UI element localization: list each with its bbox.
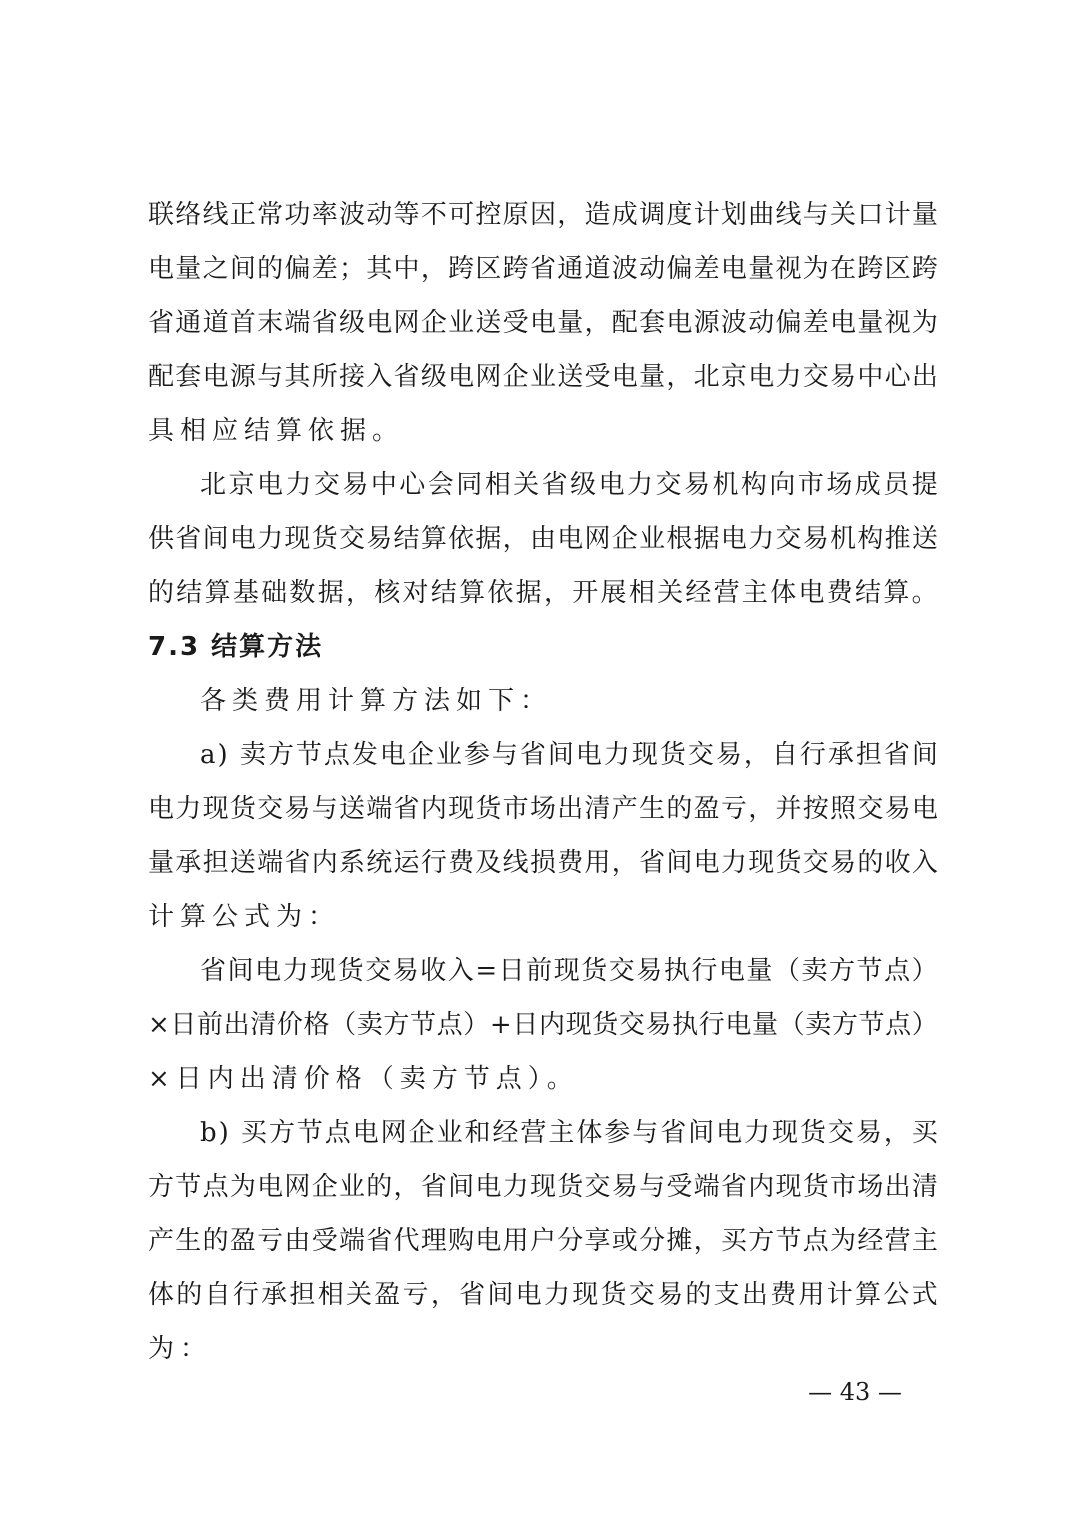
document-body [148,188,938,1376]
text-line: 具相应结算依据。 [148,416,405,446]
text-line: 体 的 自 行 承 担 相 关 盈 亏 ， 省 间 电 力 现 货 交 易 的 支 出 费 用 计 算 公 式 [148,1280,938,1310]
text-line: 电 量 之 间 的 偏 差 ； 其 中 ， 跨 区 跨 省 通 道 波 动 偏 差 电 量 视 为 在 跨 区 跨 [148,254,938,284]
text-line: 省 通 道 首 末 端 省 级 电 网 企 业 送 受 电 量 ， 配 套 电 源 波 动 偏 差 电 量 视 为 [148,308,938,338]
text-line: 联 络 线 正 常 功 率 波 动 等 不 可 控 原 因 ， 造 成 调 度 计 划 曲 线 与 关 口 计 量 [148,200,938,230]
text-line: 各类费用计算方法如下： [200,686,553,716]
formula-line: ×日内出清价格（卖方节点）。 [148,1064,579,1094]
list-item-b-start: b ) 买 方 节 点 电 网 企 业 和 经 营 主 体 参 与 省 间 电 力 现 货 交 易 ， 买 [200,1118,938,1148]
text-line: 的 结 算 基 础 数 据 ， 核 对 结 算 依 据 ， 开 展 相 关 经 营 主 体 电 费 结 算 。 [148,578,938,608]
text-line: 产 生 的 盈 亏 由 受 端 省 代 理 购 电 用 户 分 享 或 分 摊 ， 买 方 节 点 为 经 营 主 [148,1226,938,1256]
text-line: 配 套 电 源 与 其 所 接 入 省 级 电 网 企 业 送 受 电 量 ， 北 京 电 力 交 易 中 心 出 [148,362,938,392]
text-line: 量 承 担 送 端 省 内 系 统 运 行 费 及 线 损 费 用 ， 省 间 电 力 现 货 交 易 的 收 入 [148,848,938,878]
formula-line: 省 间 电 力 现 货 交 易 收 入 = 日 前 现 货 交 易 执 行 电 量 （ 卖 方 节 点 ） [200,956,938,986]
text-line: 供 省 间 电 力 现 货 交 易 结 算 依 据 ， 由 电 网 企 业 根 据 电 力 交 易 机 构 推 送 [148,524,938,554]
text-line: 北 京 电 力 交 易 中 心 会 同 相 关 省 级 电 力 交 易 机 构 向 市 场 成 员 提 [200,470,938,500]
text-line: 方 节 点 为 电 网 企 业 的 ， 省 间 电 力 现 货 交 易 与 受 端 省 内 现 货 市 场 出 清 [148,1172,938,1202]
page-number: — 43 — [808,1378,902,1406]
text-line: 电 力 现 货 交 易 与 送 端 省 内 现 货 市 场 出 清 产 生 的 盈 亏 ， 并 按 照 交 易 电 [148,794,938,824]
section-heading: 7.3 结算方法 [148,632,324,662]
formula-line: × 日 前 出 清 价 格 （ 卖 方 节 点 ） + 日 内 现 货 交 易 执 行 电 量 （ 卖 方 节 点 ） [148,1010,938,1040]
list-item-a-start: a ) 卖 方 节 点 发 电 企 业 参 与 省 间 电 力 现 货 交 易 ， 自 行 承 担 省 间 [200,740,938,770]
text-line: 计算公式为： [148,902,341,932]
text-line: 为： [148,1334,213,1364]
